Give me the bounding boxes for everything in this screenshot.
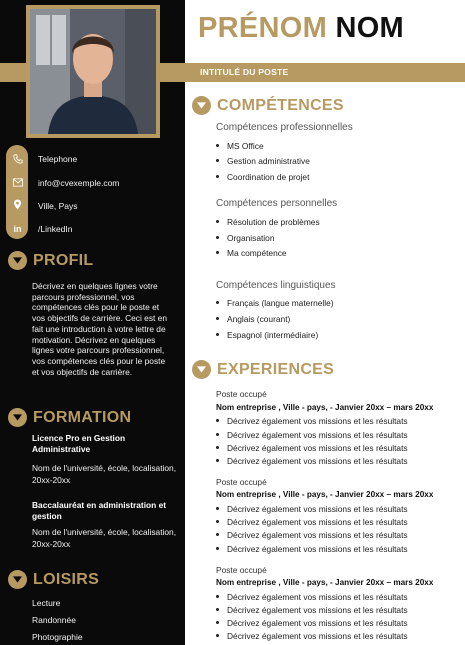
experience-company: Nom entreprise , Ville - pays, - Janvier 20xx – mars 20xx bbox=[216, 490, 434, 499]
chevron-down-icon bbox=[8, 408, 27, 427]
skills-group-title: Compétences professionnelles bbox=[216, 122, 353, 133]
loisir-item: Randonnée bbox=[32, 615, 76, 625]
contact-phone: Telephone bbox=[38, 154, 78, 164]
experience-bullet: Décrivez également vos missions et les résultats bbox=[216, 456, 408, 466]
section-title: LOISIRS bbox=[33, 570, 100, 588]
candidate-name bbox=[198, 12, 404, 45]
experience-bullet: Décrivez également vos missions et les résultats bbox=[216, 631, 408, 641]
formation-degree: Licence Pro en Gestion Administrative bbox=[32, 433, 126, 454]
contact-location: Ville, Pays bbox=[38, 201, 78, 211]
experience-bullet: Décrivez également vos missions et les résultats bbox=[216, 443, 408, 453]
formation-degree: Baccalauréat en administration et gestion bbox=[32, 500, 167, 521]
experience-bullet: Décrivez également vos missions et les résultats bbox=[216, 618, 408, 628]
skill-item: MS Office bbox=[216, 141, 264, 151]
chevron-down-icon bbox=[8, 570, 27, 589]
skill-item: Anglais (courant) bbox=[216, 314, 290, 324]
skill-item: Ma compétence bbox=[216, 248, 287, 258]
experience-bullet: Décrivez également vos missions et les résultats bbox=[216, 430, 408, 440]
experience-bullet: Décrivez également vos missions et les résultats bbox=[216, 592, 408, 602]
phone-icon bbox=[11, 152, 24, 165]
profil-text: Décrivez en quelques lignes votre parcours professionnel, vos compétences clés pour le poste et vos objectifs de carrière. Ceci est en fait une introduction à votre lettre de motivation. Décrivez en quelques lignes votre parcours professionnel, vos compétences clés pour le poste et vos objectifs de carrière. bbox=[32, 281, 167, 377]
experience-company: Nom entreprise , Ville - pays, - Janvier 20xx – mars 20xx bbox=[216, 403, 434, 412]
section-experiences-header bbox=[192, 360, 334, 379]
skill-item: Français (langue maternelle) bbox=[216, 298, 334, 308]
section-title: EXPERIENCES bbox=[217, 360, 335, 378]
experience-company: Nom entreprise , Ville - pays, - Janvier 20xx – mars 20xx bbox=[216, 578, 434, 587]
linkedin-icon: in bbox=[13, 223, 22, 234]
experience-post: Poste occupé bbox=[216, 389, 267, 399]
main-content bbox=[185, 0, 465, 645]
profile-photo bbox=[26, 5, 160, 138]
experience-bullet: Décrivez également vos missions et les résultats bbox=[216, 517, 408, 527]
experience-post: Poste occupé bbox=[216, 565, 267, 575]
skills-group-title: Compétences personnelles bbox=[216, 198, 338, 209]
last-name: NOM bbox=[335, 12, 405, 44]
sidebar bbox=[0, 0, 185, 645]
section-profil-header bbox=[8, 251, 93, 270]
section-competences-header bbox=[192, 96, 344, 115]
chevron-down-icon bbox=[8, 251, 27, 270]
section-title: FORMATION bbox=[33, 408, 132, 426]
job-title: INTITULÉ DU POSTE bbox=[200, 67, 289, 77]
skill-item: Gestion administrative bbox=[216, 156, 310, 166]
skill-item: Organisation bbox=[216, 233, 275, 243]
contact-email[interactable]: info@cvexemple.com bbox=[38, 178, 120, 188]
experience-bullet: Décrivez également vos missions et les résultats bbox=[216, 544, 408, 554]
chevron-down-icon bbox=[192, 360, 211, 379]
skill-item: Espagnol (intermédiaire) bbox=[216, 330, 318, 340]
skill-item: Coordination de projet bbox=[216, 172, 309, 182]
experience-bullet: Décrivez également vos missions et les résultats bbox=[216, 530, 408, 540]
experience-bullet: Décrivez également vos missions et les résultats bbox=[216, 605, 408, 615]
experience-bullet: Décrivez également vos missions et les résultats bbox=[216, 416, 408, 426]
skill-item: Résolution de problèmes bbox=[216, 217, 320, 227]
section-loisirs-header bbox=[8, 570, 99, 589]
experience-bullet: Décrivez également vos missions et les résultats bbox=[216, 504, 408, 514]
section-formation-header bbox=[8, 408, 131, 427]
contact-linkedin[interactable]: /LinkedIn bbox=[38, 224, 73, 234]
first-name: PRÉNOM bbox=[198, 12, 328, 44]
envelope-icon bbox=[11, 176, 24, 189]
chevron-down-icon bbox=[192, 96, 211, 115]
section-title: COMPÉTENCES bbox=[217, 96, 344, 114]
formation-school: Nom de l'université, école, localisation, 20xx-20xx bbox=[32, 463, 177, 485]
experience-post: Poste occupé bbox=[216, 477, 267, 487]
section-title: PROFIL bbox=[33, 251, 94, 269]
map-pin-icon bbox=[11, 198, 24, 211]
formation-school: Nom de l'université, école, localisation, 20xx-20xx bbox=[32, 527, 177, 549]
skills-group-title: Compétences linguistiques bbox=[216, 280, 336, 291]
job-title-band bbox=[185, 63, 465, 82]
loisir-item: Photographie bbox=[32, 632, 83, 642]
loisir-item: Lecture bbox=[32, 598, 61, 608]
